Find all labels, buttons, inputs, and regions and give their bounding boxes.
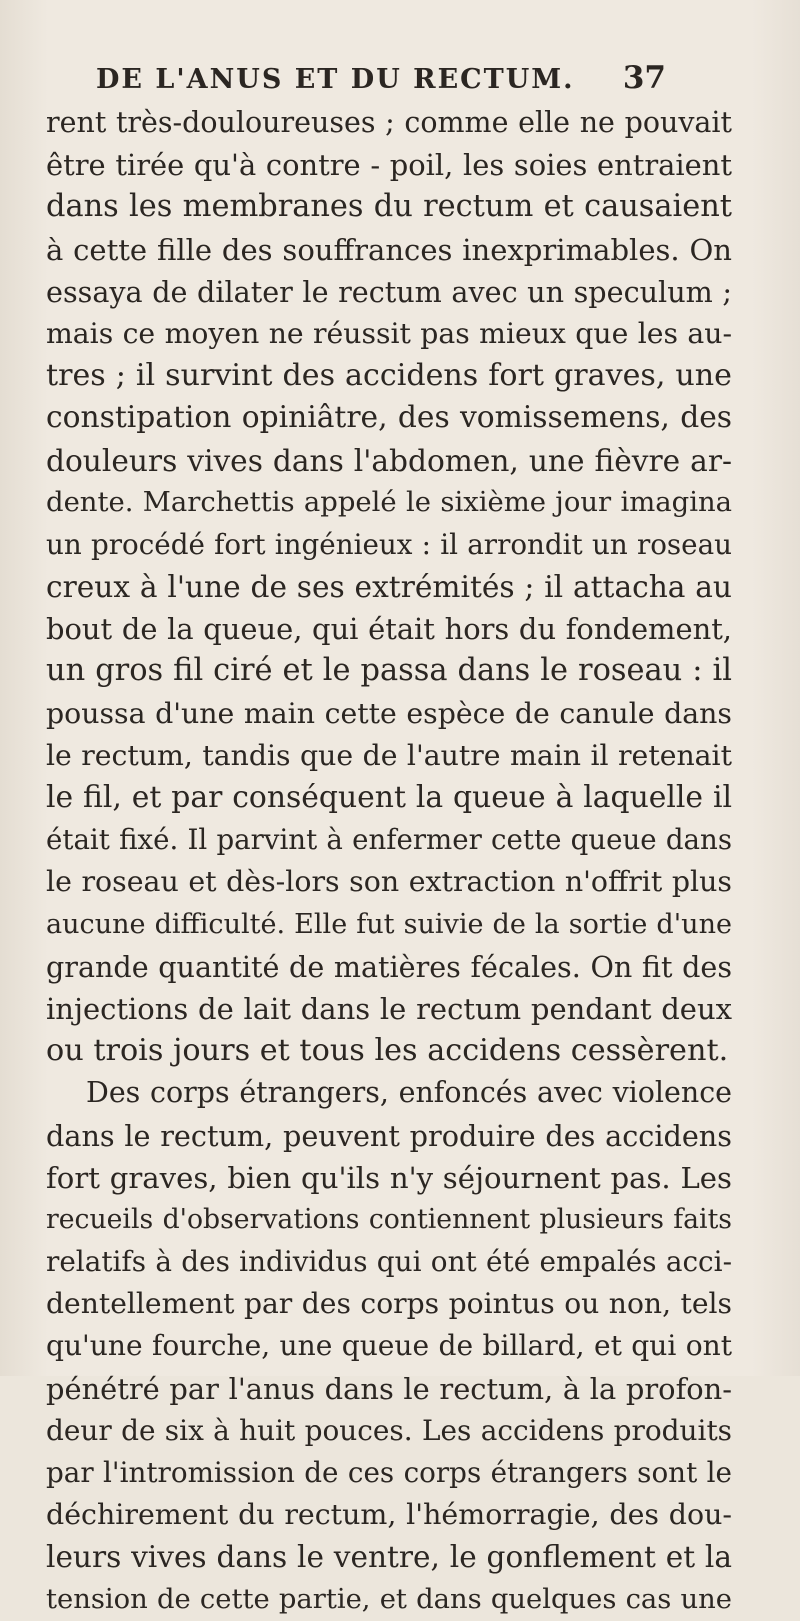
text-line: recueils d'observations contiennent plusieurs faits [46, 1203, 732, 1235]
text-line: était fixé. Il parvint à enfermer cette queue dans [46, 823, 732, 857]
text-line: qu'une fourche, une queue de billard, et qui ont [46, 1329, 732, 1363]
page-number: 37 [622, 60, 666, 96]
text-line: aucune difficulté. Elle fut suivie de la sortie d'une [46, 908, 732, 940]
text-line: pénétré par l'anus dans le rectum, à la profon- [46, 1371, 732, 1406]
text-line: dans les membranes du rectum et causaient [46, 189, 732, 225]
text-line: un gros fil ciré et le passa dans le roseau : il [46, 653, 732, 689]
text-line: ou trois jours et tous les accidens cessèrent. [46, 1033, 729, 1069]
text-line: rent très-douloureuses ; comme elle ne pouvait [46, 106, 732, 139]
running-head [96, 58, 666, 102]
text-line: dente. Marchettis appelé le sixième jour imagina [46, 486, 732, 518]
text-line: tension de cette partie, et dans quelques cas une [46, 1583, 732, 1615]
text-line: le roseau et dès-lors son extraction n'offrit plus [46, 865, 732, 899]
text-line: Des corps étrangers, enfoncés avec violence [86, 1076, 732, 1110]
text-line: constipation opiniâtre, des vomissemens, des [46, 400, 732, 436]
text-line: déchirement du rectum, l'hémorragie, des dou- [46, 1498, 732, 1532]
text-line: bout de la queue, qui était hors du fondement, [46, 612, 732, 647]
text-line: relatifs à des individus qui ont été empalés acci- [46, 1245, 732, 1279]
text-line: par l'intromission de ces corps étrangers sont le [46, 1456, 732, 1489]
text-line: grande quantité de matières fécales. On fit des [46, 949, 732, 984]
running-title: DE L'ANUS ET DU RECTUM. [96, 64, 575, 95]
text-line: tres ; il survint des accidens fort graves, une [46, 358, 732, 394]
text-line: injections de lait dans le rectum pendant deux [46, 991, 732, 1026]
text-line: creux à l'une de ses extrémités ; il attacha au [46, 569, 732, 605]
text-line: leurs vives dans le ventre, le gonflement et la [46, 1540, 732, 1575]
text-line: dans le rectum, peuvent produire des accidens [46, 1118, 732, 1153]
text-line: le rectum, tandis que de l'autre main il retenait [46, 738, 732, 772]
text-line: dentellement par des corps pointus ou non, tels [46, 1287, 732, 1321]
text-line: essaya de dilater le rectum avec un speculum ; [46, 274, 732, 309]
text-line: le fil, et par conséquent la queue à laquelle il [46, 780, 732, 815]
text-line: à cette fille des souffrances inexprimables. On [46, 232, 732, 267]
text-line: fort graves, bien qu'ils n'y séjournent pas. Les [46, 1160, 732, 1195]
text-line: deur de six à huit pouces. Les accidens produits [46, 1413, 732, 1447]
text-line: mais ce moyen ne réussit pas mieux que les au- [46, 316, 732, 350]
text-line: un procédé fort ingénieux : il arrondit un roseau [46, 527, 732, 561]
text-line: poussa d'une main cette espèce de canule dans [46, 696, 732, 730]
body-text [46, 102, 732, 1621]
text-line: être tirée qu'à contre - poil, les soies entraient [46, 148, 732, 183]
text-line: douleurs vives dans l'abdomen, une fièvre ar- [46, 443, 732, 478]
